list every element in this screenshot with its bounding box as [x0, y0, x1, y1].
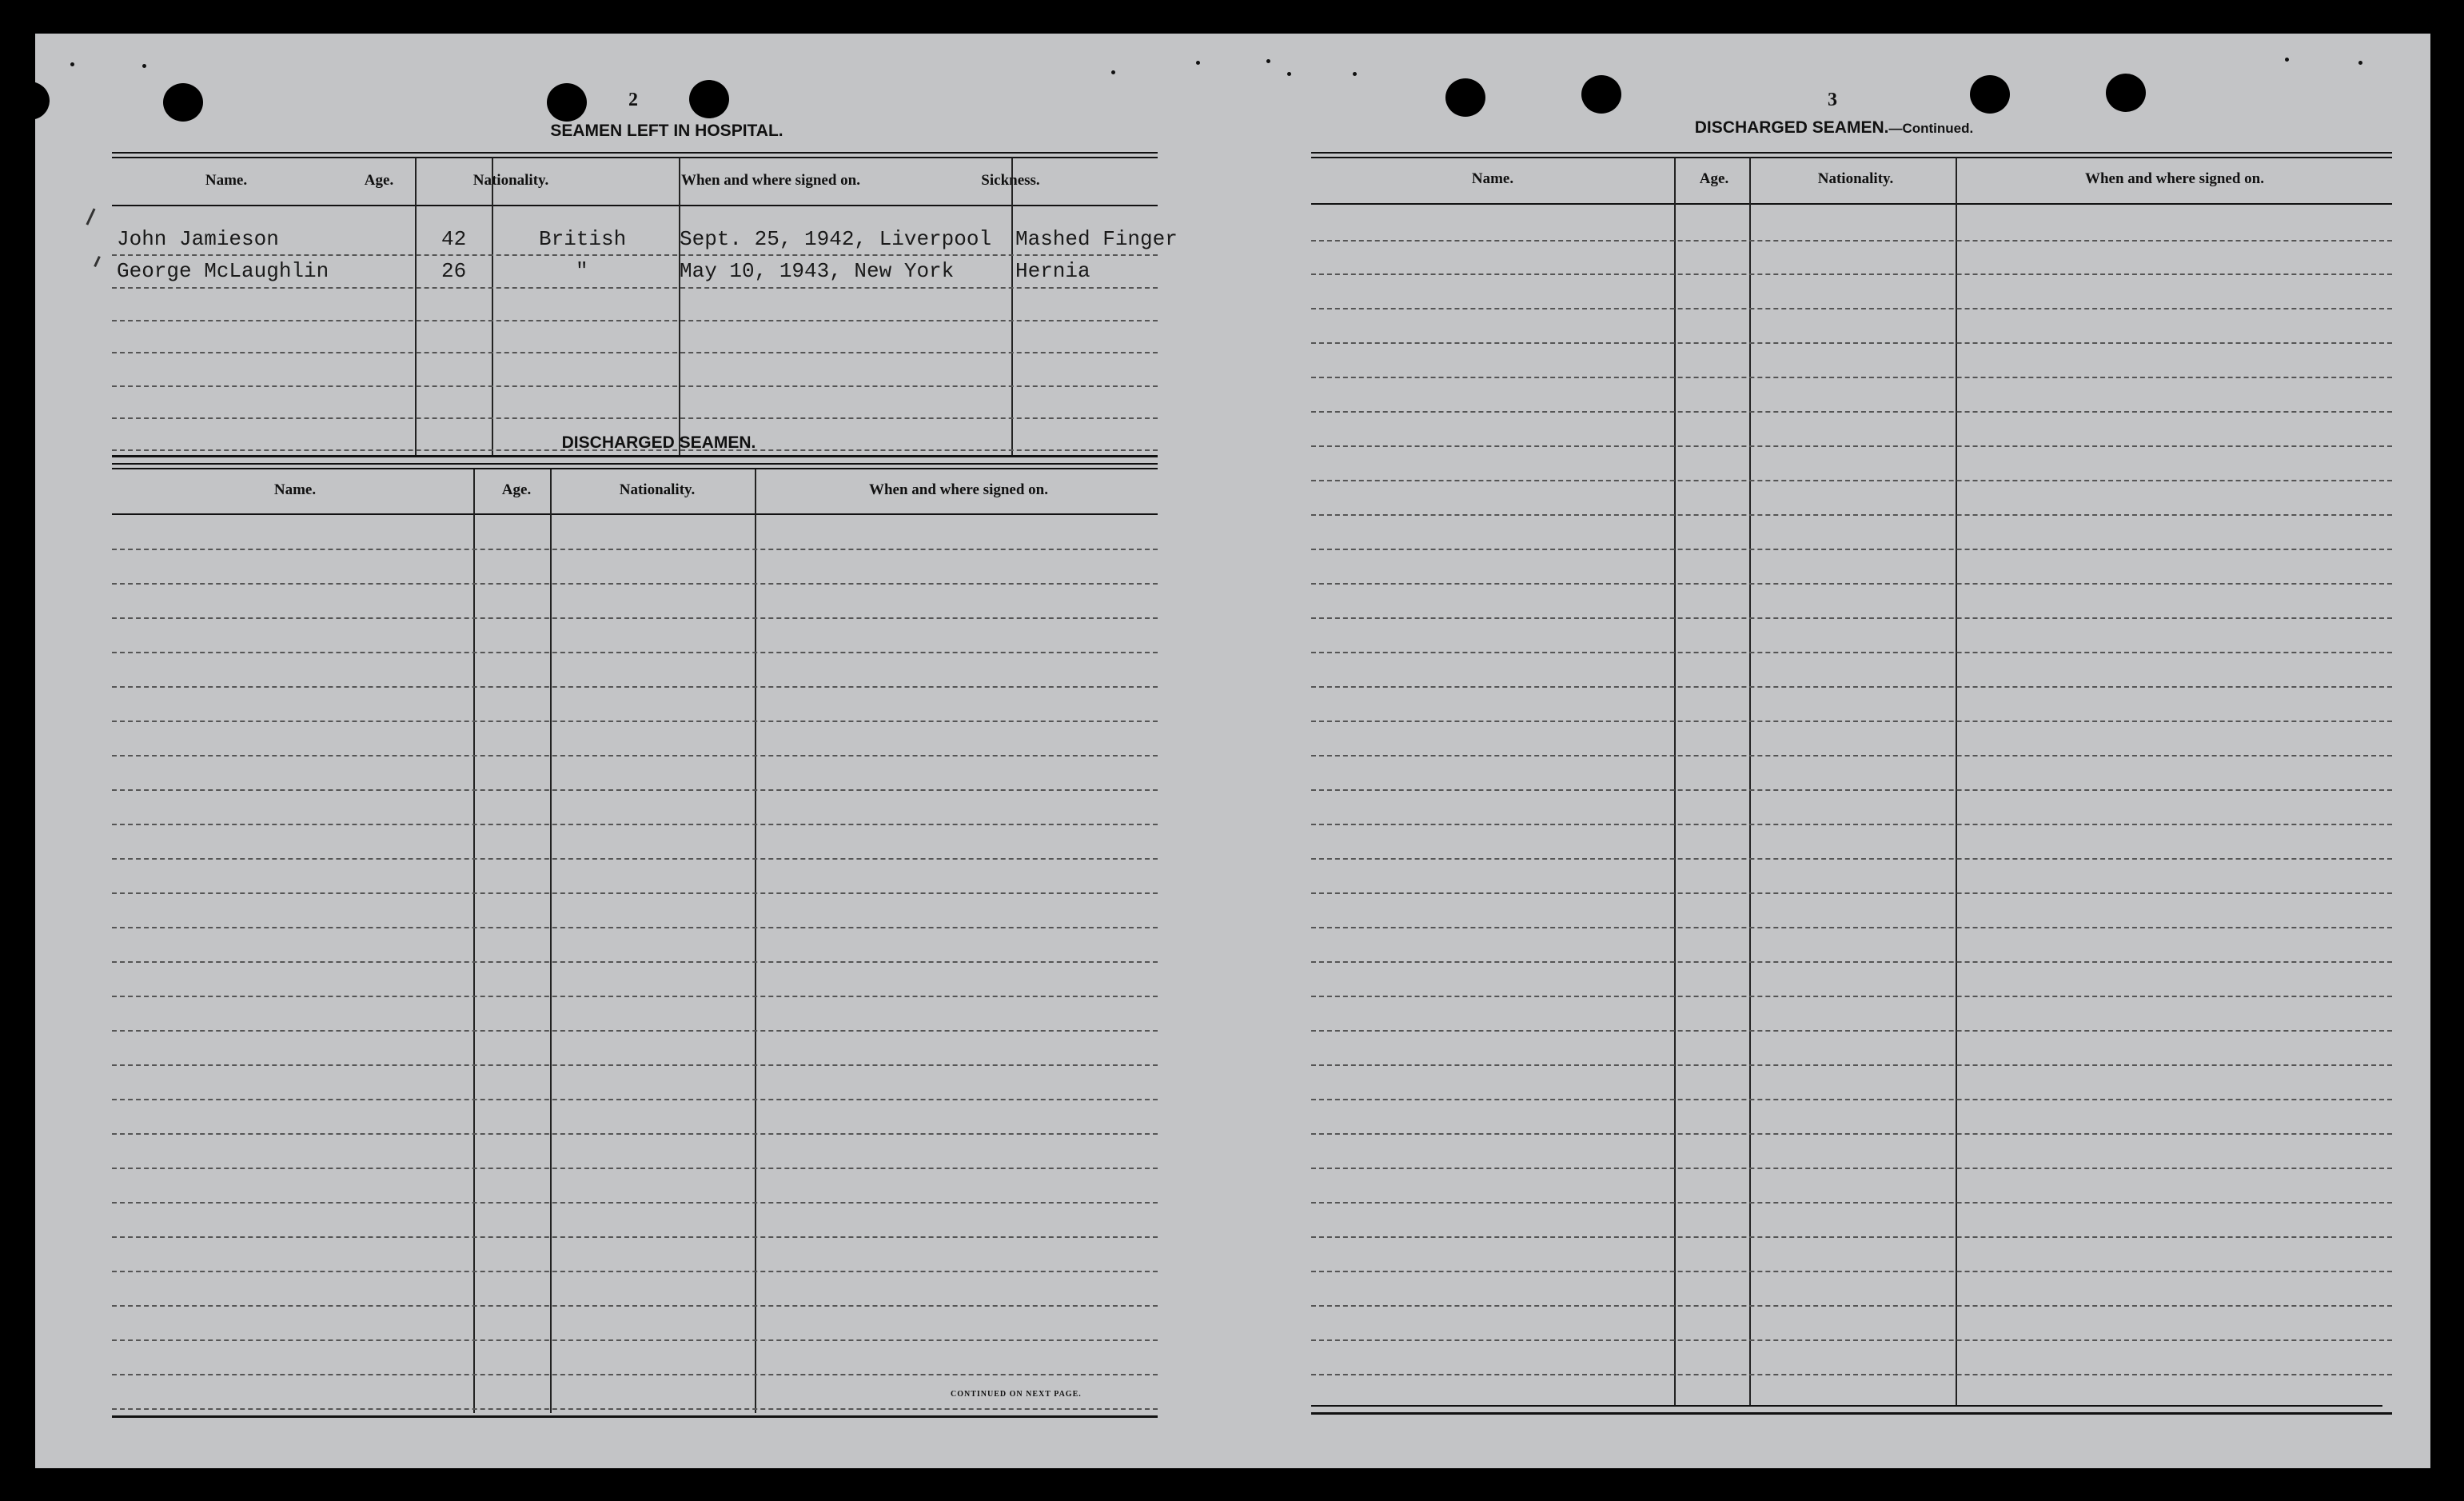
- hospital-row-2-name: George McLaughlin: [117, 259, 329, 283]
- hospital-row-1-name: John Jamieson: [117, 227, 279, 251]
- punch-hole-edge: [10, 82, 50, 120]
- page-number: 2: [628, 90, 638, 110]
- section-rule: [112, 455, 1158, 457]
- speck: [70, 62, 74, 66]
- dotted-line: [1311, 1305, 2392, 1307]
- dotted-line: [112, 617, 1158, 619]
- hospital-row-2-sickness: Hernia: [1015, 259, 1090, 283]
- column-header-name: Name.: [1471, 170, 1514, 187]
- bottom-rule: [1311, 1412, 2392, 1415]
- column-divider: [1674, 158, 1676, 1405]
- hospital-row-1-signed-on: Sept. 25, 1942, Liverpool: [680, 227, 992, 251]
- column-header-nationality: Nationality.: [619, 481, 696, 498]
- header-rule: [1311, 203, 2392, 205]
- column-divider: [1956, 158, 1957, 1405]
- column-header-nationality: Nationality.: [1817, 170, 1894, 187]
- dotted-line: [112, 1064, 1158, 1066]
- bottom-rule: [112, 1415, 1158, 1418]
- speck: [1287, 72, 1291, 76]
- dotted-line: [1311, 342, 2392, 344]
- bottom-rule: [1311, 1405, 2382, 1407]
- dotted-line: [1311, 686, 2392, 688]
- dotted-line: [1311, 1339, 2392, 1341]
- dotted-line: [112, 385, 1158, 387]
- header-rule: [112, 205, 1158, 206]
- dotted-line: [1311, 996, 2392, 997]
- speck: [1111, 70, 1115, 74]
- dotted-line: [112, 755, 1158, 756]
- dotted-line: [1311, 617, 2392, 619]
- dotted-line: [112, 287, 1158, 289]
- speck: [2285, 58, 2289, 62]
- dotted-line: [112, 789, 1158, 791]
- dotted-line: [112, 1339, 1158, 1341]
- column-header-name: Name.: [273, 481, 317, 498]
- punch-hole: [2106, 74, 2146, 112]
- dotted-line: [1311, 824, 2392, 825]
- dotted-line: [1311, 549, 2392, 550]
- dotted-line: [1311, 1133, 2392, 1135]
- dotted-line: [112, 858, 1158, 860]
- title-continued: —Continued.: [1888, 121, 1974, 136]
- punch-hole: [1445, 78, 1485, 117]
- dotted-line: [112, 1305, 1158, 1307]
- dotted-line: [1311, 411, 2392, 413]
- table-rule: [112, 152, 1158, 158]
- table-rule: [112, 463, 1158, 469]
- dotted-line: [1311, 858, 2392, 860]
- column-divider: [1749, 158, 1751, 1405]
- column-header-name: Name.: [205, 172, 248, 189]
- hospital-row-2-nationality: ": [576, 259, 588, 283]
- dotted-line: [1311, 1236, 2392, 1238]
- dotted-line: [112, 352, 1158, 353]
- column-divider: [679, 158, 680, 455]
- dotted-line: [112, 927, 1158, 928]
- dotted-line: [112, 721, 1158, 722]
- dotted-line: [112, 1030, 1158, 1032]
- dotted-line: [112, 1236, 1158, 1238]
- dotted-line: [1311, 1374, 2392, 1375]
- document-sheet: [35, 34, 2430, 1468]
- dotted-line: [112, 1202, 1158, 1204]
- dotted-line: [1311, 755, 2392, 756]
- column-divider: [1011, 158, 1013, 455]
- hospital-row-1-nationality: British: [539, 227, 627, 251]
- punch-hole: [1970, 75, 2010, 114]
- column-header-signed-on: When and where signed on.: [2084, 170, 2264, 187]
- speck: [2358, 61, 2362, 65]
- dotted-line: [112, 549, 1158, 550]
- punch-hole: [547, 83, 587, 122]
- dotted-line: [112, 961, 1158, 963]
- dotted-line: [112, 996, 1158, 997]
- hospital-row-1-sickness: Mashed Finger: [1015, 227, 1178, 251]
- dotted-line: [112, 583, 1158, 585]
- dotted-line: [1311, 789, 2392, 791]
- dotted-line: [1311, 445, 2392, 447]
- column-header-nationality: Nationality.: [472, 172, 549, 189]
- hospital-row-1-age: 42: [441, 227, 467, 251]
- dotted-line: [1311, 892, 2392, 894]
- dotted-line: [112, 1374, 1158, 1375]
- page-number: 3: [1828, 90, 1837, 110]
- hospital-section-title: SEAMEN LEFT IN HOSPITAL.: [550, 122, 783, 140]
- dotted-line: [1311, 1030, 2392, 1032]
- punch-hole: [163, 83, 203, 122]
- discharged-continued-title: [1634, 118, 2034, 138]
- dotted-line: [1311, 308, 2392, 309]
- dotted-line: [112, 320, 1158, 321]
- column-header-age: Age.: [1699, 170, 1729, 187]
- dotted-line: [1311, 240, 2392, 242]
- dotted-line: [112, 1168, 1158, 1169]
- continued-footer: CONTINUED ON NEXT PAGE.: [951, 1390, 1082, 1399]
- speck: [142, 64, 146, 68]
- dotted-line: [1311, 377, 2392, 378]
- column-header-signed-on: When and where signed on.: [680, 172, 860, 189]
- table-rule: [1311, 152, 2392, 158]
- speck: [1353, 72, 1357, 76]
- dotted-line: [112, 686, 1158, 688]
- hospital-row-2-age: 26: [441, 259, 467, 283]
- dotted-line: [1311, 1202, 2392, 1204]
- punch-hole: [1581, 75, 1621, 114]
- dotted-line: [112, 652, 1158, 653]
- dotted-line: [1311, 480, 2392, 481]
- speck: [1266, 59, 1270, 63]
- punch-hole: [689, 80, 729, 118]
- dotted-line: [1311, 1099, 2392, 1100]
- dotted-line: [1311, 1168, 2392, 1169]
- column-header-age: Age.: [501, 481, 532, 498]
- dotted-line: [112, 1271, 1158, 1272]
- dotted-line: [112, 254, 1158, 256]
- dotted-line: [1311, 583, 2392, 585]
- dotted-line: [112, 1099, 1158, 1100]
- dotted-line: [1311, 1271, 2392, 1272]
- column-header-sickness: Sickness.: [981, 172, 1040, 189]
- dotted-line: [112, 1408, 1158, 1410]
- check-mark: [94, 256, 101, 267]
- column-divider: [415, 158, 417, 455]
- check-mark: [86, 208, 95, 225]
- dotted-line: [1311, 1064, 2392, 1066]
- header-rule: [112, 513, 1158, 515]
- dotted-line: [1311, 927, 2392, 928]
- title-main: DISCHARGED SEAMEN.: [1694, 118, 1889, 137]
- column-divider: [492, 158, 493, 455]
- dotted-line: [112, 824, 1158, 825]
- dotted-line: [1311, 721, 2392, 722]
- dotted-line: [112, 892, 1158, 894]
- speck: [1196, 61, 1200, 65]
- dotted-line: [112, 1133, 1158, 1135]
- dotted-line: [1311, 652, 2392, 653]
- dotted-line: [1311, 514, 2392, 516]
- column-header-signed-on: When and where signed on.: [868, 481, 1048, 498]
- discharged-section-title: DISCHARGED SEAMEN.: [561, 433, 756, 452]
- dotted-line: [1311, 961, 2392, 963]
- hospital-row-2-signed-on: May 10, 1943, New York: [680, 259, 955, 283]
- dotted-line: [1311, 273, 2392, 275]
- dotted-line: [112, 417, 1158, 419]
- column-header-age: Age.: [364, 172, 394, 189]
